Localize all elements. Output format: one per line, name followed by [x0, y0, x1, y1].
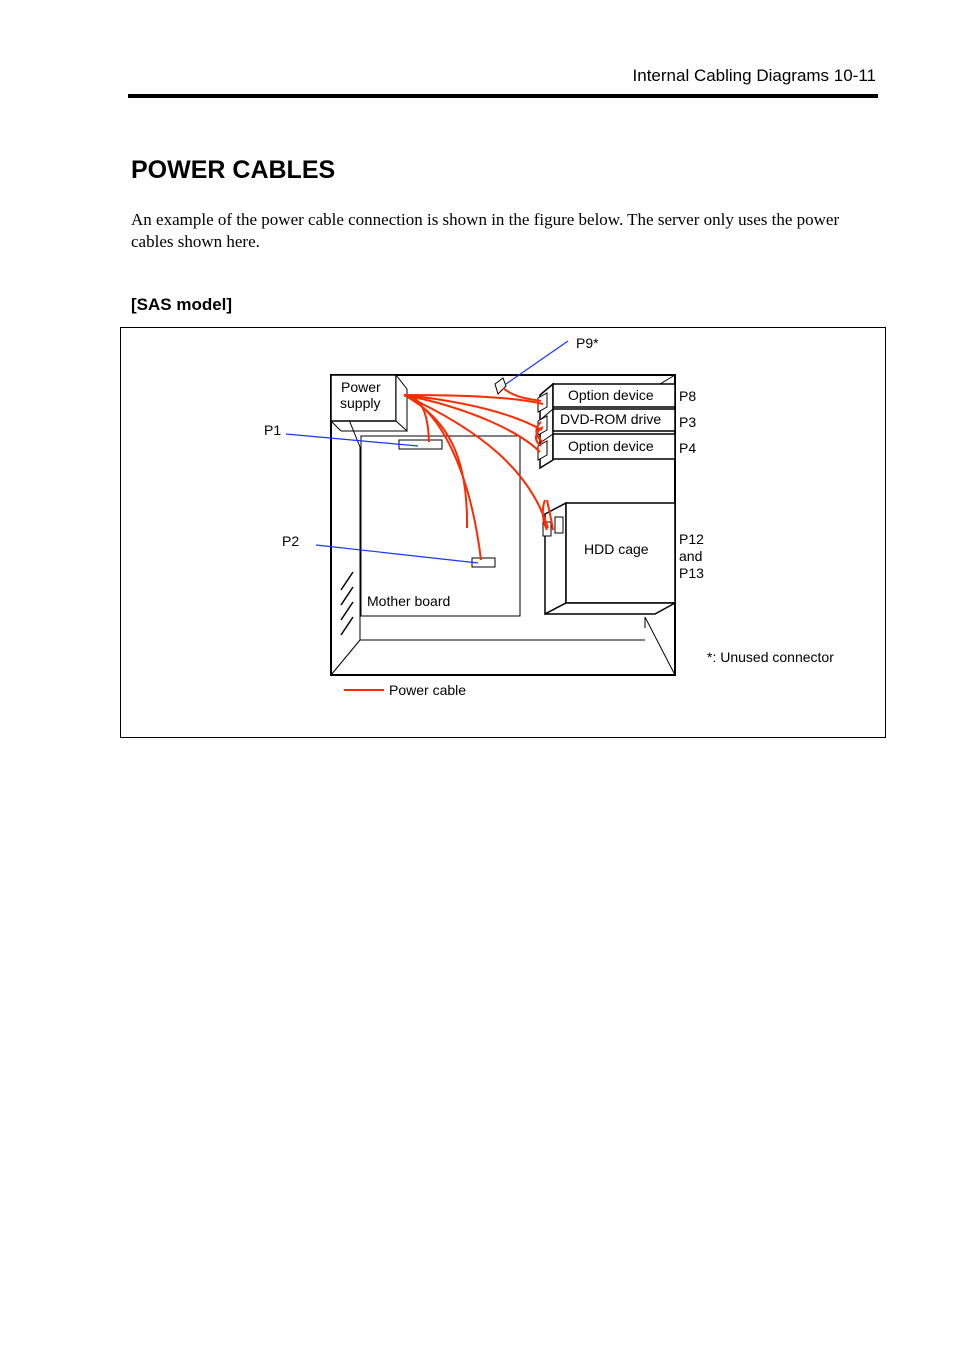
section-title: POWER CABLES [131, 156, 336, 184]
p3-label: P3 [679, 414, 697, 430]
option-device-top-label: Option device [568, 387, 654, 403]
p9-connector [495, 378, 506, 394]
model-label: [SAS model] [131, 295, 233, 314]
mother-board [361, 436, 520, 616]
power-supply-label-2: supply [340, 395, 381, 411]
option-device-bottom-label: Option device [568, 438, 654, 454]
p12-label-1: P12 [679, 531, 704, 547]
p4-label: P4 [679, 440, 697, 456]
legend-power-cable-label: Power cable [389, 682, 467, 698]
header-rule [128, 94, 878, 98]
p12-label-2: and [679, 548, 703, 564]
hdd-cage [543, 503, 675, 614]
p12-label-3: P13 [679, 565, 704, 581]
power-cable-diagram [120, 327, 886, 738]
power-supply-label-1: Power [341, 379, 381, 395]
p9-label: P9* [576, 335, 599, 351]
p2-label: P2 [282, 533, 300, 549]
running-header: Internal Cabling Diagrams 10-11 [632, 66, 876, 85]
dvd-rom-drive-label: DVD-ROM drive [560, 411, 662, 427]
mother-board-label: Mother board [367, 593, 451, 609]
intro-paragraph: An example of the power cable connection is shown in the figure below. The server only uses the power cables shown here. [131, 210, 840, 251]
hdd-cage-label: HDD cage [584, 541, 649, 557]
p1-label: P1 [264, 422, 282, 438]
unused-connector-note: *: Unused connector [707, 649, 834, 665]
p8-label: P8 [679, 388, 697, 404]
power-supply [331, 375, 407, 431]
